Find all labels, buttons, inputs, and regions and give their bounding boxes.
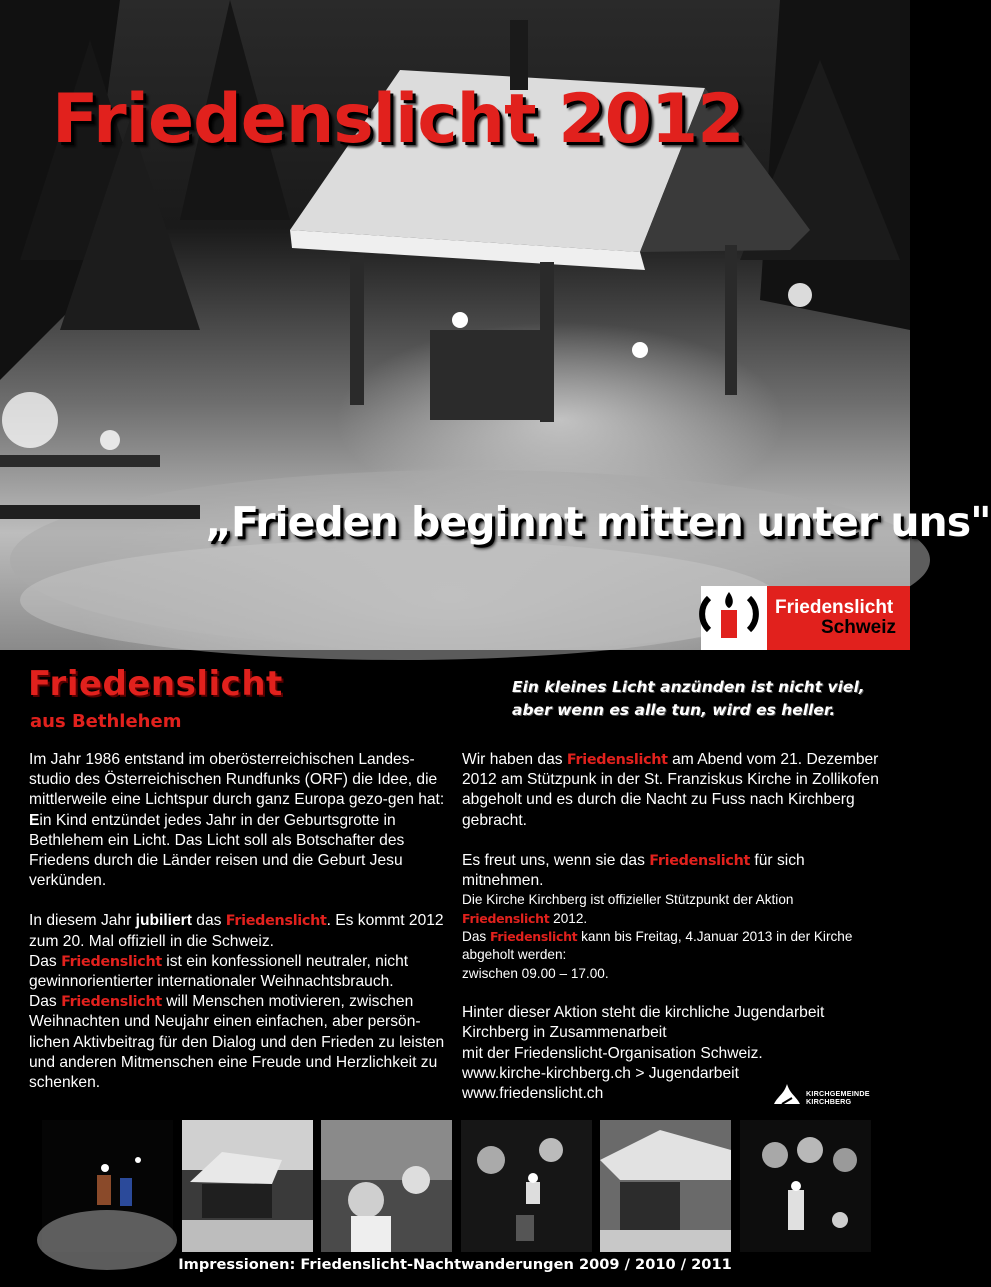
text-run: ist ein konfessionell neutraler, nicht gewinnorientierter internationaler Weihnachtsbrauch. xyxy=(29,952,409,991)
text-run: 2012. xyxy=(549,910,588,926)
text-run: Wir haben das xyxy=(462,751,567,768)
text-run: In diesem Jahr xyxy=(29,912,136,930)
photo-thumb-2 xyxy=(182,1120,313,1252)
quote xyxy=(512,676,865,722)
poster-slogan: „Frieden beginnt mitten unter uns" xyxy=(205,498,991,546)
highlight-friedenslicht: Friedenslicht xyxy=(61,994,162,1011)
right-paragraph-3 xyxy=(462,891,882,928)
kg-logo-line1: KIRCHGEMEINDE xyxy=(806,1089,870,1098)
left-paragraph-2 xyxy=(29,811,449,892)
highlight-friedenslicht: Friedenslicht xyxy=(566,752,668,768)
logo-text-line2: Schweiz xyxy=(821,617,896,638)
link-friedenslicht[interactable]: www.friedenslicht.ch xyxy=(462,1085,604,1103)
kg-logo-line2: KIRCHBERG xyxy=(806,1097,852,1106)
church-icon xyxy=(772,1082,802,1106)
right-column xyxy=(462,750,882,1104)
text-run: Das xyxy=(29,993,62,1011)
quote-line-2: aber wenn es alle tun, wird es heller. xyxy=(512,701,836,719)
right-paragraph-4 xyxy=(462,928,882,983)
section-subheading: aus Bethlehem xyxy=(30,711,182,732)
text-run: will Menschen motivieren, zwischen Weihnachten und Neujahr einen einfachen, aber persön-lichen Aktivbeitrag für den Dialog und den Frieden zu leisten und anderen Mitmenschen eine Freude und Herzlichkeit zu schenken. xyxy=(29,993,445,1092)
left-paragraph-3 xyxy=(29,911,449,951)
photo-thumb-1 xyxy=(42,1120,173,1252)
left-paragraph-1: Im Jahr 1986 entstand im oberösterreichischen Landes-studio des Österreichischen Rundfunks (ORF) die Idee, die mittlerweile eine Lichtspur durch ganz Europa gezo-gen hat: xyxy=(29,751,445,809)
bold-word: jubiliert xyxy=(135,912,192,930)
text-run: mit der Friedenslicht-Organisation Schweiz. xyxy=(462,1044,763,1062)
kirchgemeinde-kirchberg-logo xyxy=(772,1082,870,1106)
friedenslicht-schweiz-logo xyxy=(701,586,910,650)
text-run: für sich mitnehmen. xyxy=(462,851,805,890)
opening-hours: zwischen 09.00 – 17.00. xyxy=(462,965,609,981)
quote-line-1: Ein kleines Licht anzünden ist nicht viel, xyxy=(512,678,865,696)
text-run: Die Kirche Kirchberg ist offizieller Stützpunkt der Aktion xyxy=(462,892,794,908)
text-run: am Abend vom 21. Dezember 2012 am Stützpunk in der St. Franziskus Kirche in Zollikofen abgeholt und es durch die Nacht zu Fuss nach Kirchberg gebracht. xyxy=(462,751,879,829)
drop-initial: E xyxy=(29,811,40,829)
photo-thumb-6 xyxy=(740,1120,871,1252)
left-paragraph-2-text: in Kind entzündet jedes Jahr in der Geburtsgrotte in Bethlehem ein Licht. Das Licht soll als Botschafter des Friedens durch die Länder reisen und die Geburt Jesu verkünden. xyxy=(29,811,405,890)
photo-thumb-5 xyxy=(600,1120,731,1252)
highlight-friedenslicht: Friedenslicht xyxy=(462,910,550,926)
text-run: kann bis Freitag, 4.Januar 2013 in der Kirche abgeholt werden: xyxy=(462,929,853,963)
right-paragraph-2 xyxy=(462,851,882,891)
text-run: Das xyxy=(29,952,62,970)
text-run: das xyxy=(191,912,226,930)
poster-title: Friedenslicht 2012 xyxy=(52,80,744,159)
photo-caption: Impressionen: Friedenslicht-Nachtwanderungen 2009 / 2010 / 2011 xyxy=(178,1256,732,1273)
left-paragraph-5 xyxy=(29,992,449,1093)
photo-thumb-4 xyxy=(461,1120,592,1252)
text-run: Hinter dieser Aktion steht die kirchliche Jugendarbeit Kirchberg in Zusammenarbeit xyxy=(462,1004,825,1042)
right-paragraph-1 xyxy=(462,750,882,831)
highlight-friedenslicht: Friedenslicht xyxy=(61,953,162,970)
impressions-photo-strip xyxy=(42,1120,872,1252)
text-run: Das xyxy=(462,929,490,945)
candle-flame-icon xyxy=(701,586,767,650)
highlight-friedenslicht: Friedenslicht xyxy=(225,913,327,930)
left-column xyxy=(29,750,449,1093)
section-heading: Friedenslicht xyxy=(28,664,283,704)
highlight-friedenslicht: Friedenslicht xyxy=(489,929,578,945)
left-paragraph-4 xyxy=(29,952,449,992)
link-kirche-kirchberg[interactable]: www.kirche-kirchberg.ch > Jugendarbeit xyxy=(462,1064,739,1082)
text-run: . Es kommt 2012 zum 20. Mal offiziell in die Schweiz. xyxy=(29,912,444,950)
text-run: Es freut uns, wenn sie das xyxy=(462,851,650,869)
logo-text-line1: Friedenslicht xyxy=(775,597,894,619)
photo-thumb-3 xyxy=(321,1120,452,1252)
highlight-friedenslicht: Friedenslicht xyxy=(649,852,751,869)
